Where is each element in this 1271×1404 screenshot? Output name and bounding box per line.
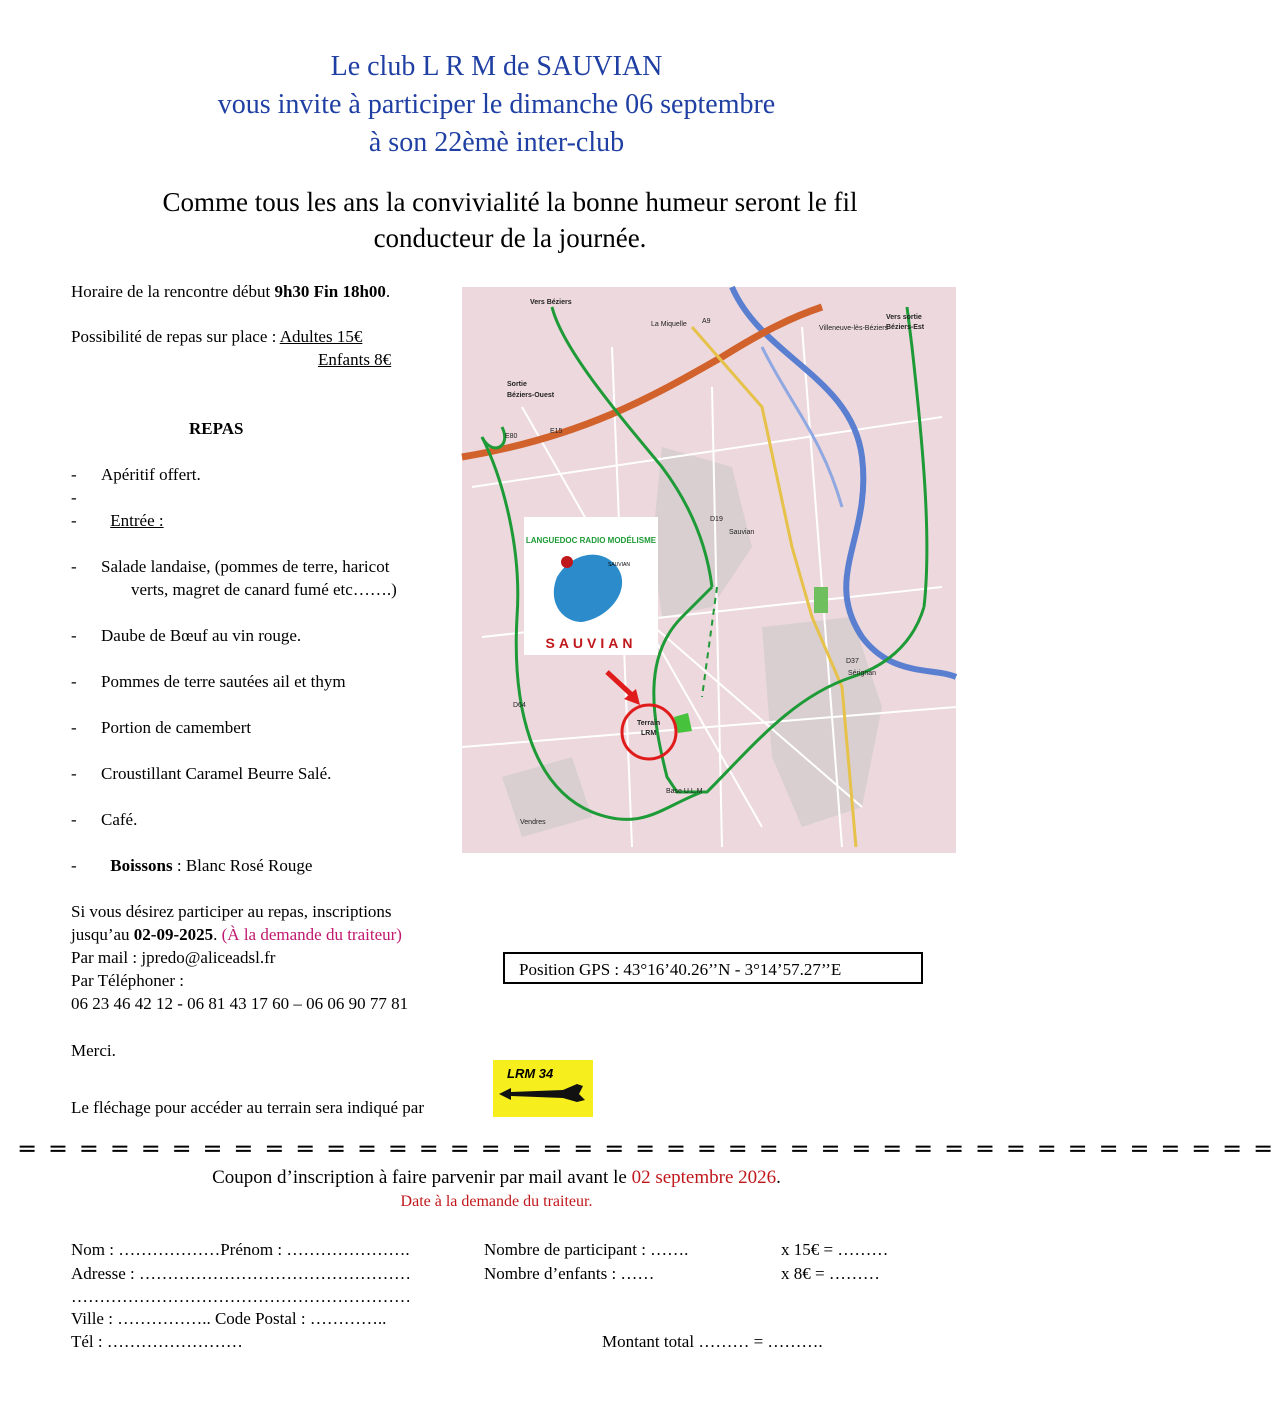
signage-note: Le fléchage pour accéder au terrain sera indiqué par [71, 1098, 425, 1117]
form-participants-total: x 15€ = ……… [781, 1240, 889, 1259]
child-price: Enfants 8€ [318, 350, 392, 369]
bullet-dash: - [71, 764, 77, 783]
map-label-sortie-1: Sortie [507, 381, 527, 388]
bullet-dash: - [71, 488, 77, 507]
map-label-sortie-2: Béziers-Ouest [507, 392, 555, 399]
coupon-subtitle: Date à la demande du traiteur. [400, 1193, 593, 1210]
form-row-phone[interactable]: Tél : …………………… [71, 1332, 243, 1351]
form-children[interactable]: Nombre d’enfants : …… [484, 1264, 655, 1283]
adult-price: Adultes 15€ [279, 327, 363, 346]
map-label-vers-beziers: Vers Béziers [530, 299, 572, 306]
coupon-deadline: 02 septembre 2026 [631, 1167, 777, 1188]
map-label-d37: D37 [846, 658, 859, 665]
logo-city-text: SAUVIAN [545, 635, 637, 651]
coupon-title [0, 1166, 993, 1190]
bullet-dash: - [71, 465, 77, 484]
registration-line-1: Si vous désirez participer au repas, inscriptions [71, 902, 392, 921]
meal-price-label: Possibilité de repas sur place : [71, 327, 280, 346]
map-label-base-ulm: Base U.L.M [666, 788, 703, 795]
phone-label: Par Téléphoner : [71, 971, 184, 990]
caterer-note: (À la demande du traiteur) [221, 925, 402, 944]
form-children-total: x 8€ = ……… [781, 1264, 880, 1283]
map-label-terrain: Terrain [637, 720, 661, 727]
map-label-vendres: Vendres [520, 819, 546, 826]
form-row-name[interactable]: Nom : ………………Prénom : …………………. [71, 1240, 410, 1259]
map-label-lrm: LRM [641, 730, 657, 737]
bullet-dash: - [71, 511, 77, 530]
deadline-dot: . [213, 925, 222, 944]
intro-line-2: conducteur de la journée. [373, 223, 647, 253]
deadline-prefix: jusqu’au [71, 925, 134, 944]
menu-item-drinks [71, 855, 312, 877]
schedule-suffix: . [385, 282, 391, 301]
menu-item-potatoes [71, 671, 346, 693]
entree-label: Entrée : [110, 511, 164, 530]
bullet-dash: - [71, 557, 77, 576]
menu-item-coffee [71, 809, 137, 831]
menu-item-label: Salade landaise, (pommes de terre, haricot [101, 557, 390, 576]
lrm34-sign-icon [493, 1060, 593, 1117]
logo-top-text: LANGUEDOC RADIO MODÉLISME [525, 536, 657, 545]
menu-item-aperitif [71, 464, 201, 486]
coupon-title-text: Coupon d’inscription à faire parvenir par mail avant le [212, 1167, 632, 1188]
sign-logo-text: LRM 34 [507, 1066, 554, 1081]
bullet-dash: - [71, 718, 77, 737]
map-label-vers-sortie-2: Béziers-Est [886, 324, 925, 331]
form-participants[interactable]: Nombre de participant : ……. [484, 1240, 689, 1259]
menu-entree-label [71, 510, 164, 532]
registration-line-2 [71, 924, 402, 946]
map-label-la-miquelle: La Miquelle [651, 321, 687, 328]
menu-item-label: Daube de Bœuf au vin rouge. [101, 626, 302, 645]
bullet-dash: - [71, 626, 77, 645]
location-map [462, 287, 956, 853]
schedule-times: 9h30 Fin 18h00 [274, 282, 386, 301]
map-label-e15: E15 [550, 428, 563, 435]
drinks-label: Boissons [110, 856, 173, 875]
form-row-city[interactable]: Ville : …………….. Code Postal : ………….. [71, 1309, 387, 1328]
title-line-3: à son 22èmè inter-club [368, 127, 625, 158]
schedule-label: Horaire de la rencontre début [71, 282, 275, 301]
map-graphic [462, 287, 956, 853]
meal-price-adults [71, 326, 362, 348]
drinks-list: : Blanc Rosé Rouge [172, 856, 313, 875]
map-label-d19: D19 [710, 516, 723, 523]
menu-item-label: Portion de camembert [101, 718, 252, 737]
map-label-e80: E80 [505, 433, 518, 440]
lrm34-sign-logo [493, 1060, 593, 1117]
title-line-2: vous invite à participer le dimanche 06 septembre [217, 89, 776, 120]
contact-mail: Par mail : jpredo@aliceadsl.fr [71, 948, 276, 967]
map-label-serignan: Sérignan [848, 670, 877, 677]
menu-empty-bullet [71, 487, 101, 509]
menu-item-cheese [71, 717, 251, 739]
bullet-dash: - [71, 810, 77, 829]
bullet-dash: - [71, 856, 77, 875]
gps-box: Position GPS : 43°16’40.26’’N - 3°14’57.27’’E [503, 952, 923, 984]
cut-line-separator: ═ ═ ═ ═ ═ ═ ═ ═ ═ ═ ═ ═ ═ ═ ═ ═ ═ ═ ═ ═ ═ ═ ═ ═ ═ ═ ═ ═ ═ ═ ═ ═ ═ ═ ═ ═ ═ ═ ═ ═ ═ [20, 1135, 1271, 1163]
thanks: Merci. [71, 1041, 116, 1060]
logo-inner-text: SAUVIAN [608, 562, 630, 568]
menu-item-daube [71, 625, 301, 647]
bullet-dash: - [71, 672, 77, 691]
map-label-sauvian: Sauvian [729, 529, 755, 536]
coupon-title-suffix: . [776, 1167, 781, 1188]
form-total-amount[interactable]: Montant total ……… = ………. [602, 1332, 823, 1351]
phone-numbers: 06 23 46 42 12 - 06 81 43 17 60 – 06 06 90 77 81 [71, 994, 409, 1013]
intro-line-1: Comme tous les ans la convivialité la bonne humeur seront le fil [162, 187, 858, 217]
map-label-d64: D64 [513, 702, 526, 709]
menu-item-label: Apéritif offert. [101, 465, 201, 484]
menu-title: REPAS [189, 419, 244, 438]
form-row-address[interactable]: Adresse : ………………………………………… [71, 1264, 411, 1283]
map-label-vers-sortie-1: Vers sortie [886, 314, 922, 321]
form-row-address-cont[interactable]: …………………………………………………… [71, 1287, 411, 1306]
menu-item-dessert [71, 763, 331, 785]
menu-item-salad [71, 556, 389, 578]
title-line-1: Le club L R M de SAUVIAN [330, 51, 663, 82]
map-label-a9: A9 [702, 318, 711, 325]
schedule [71, 281, 390, 303]
menu-item-label: Pommes de terre sautées ail et thym [101, 672, 346, 691]
map-label-villeneuve: Villeneuve-lès-Béziers [819, 325, 889, 332]
menu-item-label: Café. [101, 810, 138, 829]
menu-item-salad-cont: verts, magret de canard fumé etc…….) [131, 580, 397, 599]
menu-item-label: Croustillant Caramel Beurre Salé. [101, 764, 332, 783]
registration-deadline: 02-09-2025 [133, 925, 214, 944]
